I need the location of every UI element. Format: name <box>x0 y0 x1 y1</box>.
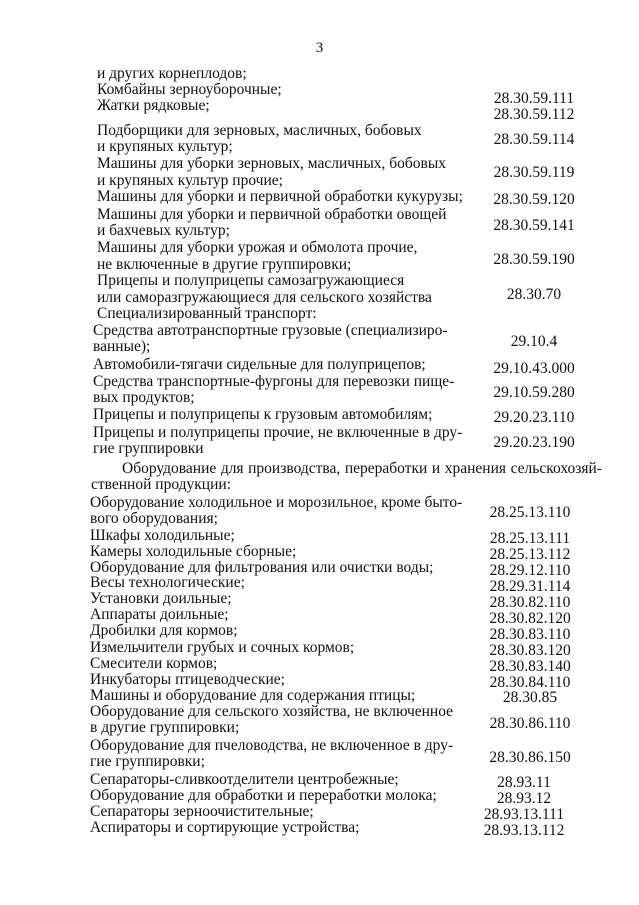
list-item-text: Аппараты доильные; <box>90 606 229 623</box>
list-item-text: Оборудование для пчеловодства, не включенное в дру- <box>90 737 454 754</box>
heading-word: и <box>431 460 441 477</box>
list-item-text: Измельчители грубых и сочных кормов; <box>90 639 355 656</box>
list-item-text: вых продуктов; <box>93 389 195 406</box>
list-item-text: Машины и оборудование для содержания птицы; <box>90 687 416 704</box>
list-item-text: Оборудование холодильное и морозильное, кроме быто- <box>90 494 463 511</box>
list-item-text: Камеры холодильные сборные; <box>90 543 297 560</box>
item-code: 29.10.4 <box>510 333 558 350</box>
list-item-text: в другие группировки; <box>90 719 240 736</box>
list-item-text: Прицепы и полуприцепы прочие, не включенные в дру- <box>93 424 463 441</box>
heading-word: сельскохозяй- <box>510 460 602 477</box>
list-item-text: и крупяных культур; <box>97 138 233 155</box>
heading-word: хранения <box>444 460 507 477</box>
item-code: 28.30.83.120 <box>489 642 571 659</box>
heading-word: Оборудование <box>122 460 217 477</box>
item-code: 28.93.12 <box>496 790 552 807</box>
list-item-text: Весы технологические; <box>90 574 245 591</box>
list-item-text: и крупяных культур прочие; <box>97 172 283 189</box>
list-item-text: вого оборудования; <box>90 510 218 527</box>
list-item-text: Машины для уборки и первичной обработки кукурузы; <box>97 188 463 205</box>
list-item-text: Шкафы холодильные; <box>90 527 235 544</box>
list-item-text: Прицепы и полуприцепы самозагружающиеся <box>97 272 405 289</box>
list-item-text: Аспираторы и сортирующие устройства; <box>90 819 360 836</box>
list-item-text: Подборщики для зерновых, масличных, бобовых <box>97 122 422 139</box>
item-code: 28.30.59.120 <box>493 191 575 208</box>
item-code: 28.30.59.114 <box>493 131 575 148</box>
item-code: 28.30.85 <box>502 689 558 706</box>
item-code: 29.10.43.000 <box>493 360 575 377</box>
item-code: 28.25.13.111 <box>489 530 571 547</box>
page-number: 3 <box>315 40 324 56</box>
heading-word: переработки <box>344 460 428 477</box>
item-code: 29.20.23.110 <box>493 409 575 426</box>
list-item-text: Дробилки для кормов; <box>90 622 238 639</box>
item-code: 28.30.84.110 <box>489 674 571 691</box>
list-item-text: Сепараторы зерноочистительные; <box>90 803 314 820</box>
list-item-text: Комбайны зерноуборочные; <box>97 81 282 98</box>
item-code: 28.30.59.190 <box>493 251 575 268</box>
list-item-text: Установки доильные; <box>90 590 232 607</box>
section-label: Специализированный транспорт: <box>97 305 317 322</box>
list-item-text: Средства транспортные-фургоны для перевозки пище- <box>93 373 455 390</box>
list-item-text: Жатки рядковые; <box>97 97 210 114</box>
item-code: 28.93.13.112 <box>483 822 565 839</box>
item-code: 28.25.13.110 <box>489 504 571 521</box>
list-item-text: Оборудование для фильтрования или очистки воды; <box>90 559 434 576</box>
item-code: 28.30.86.150 <box>489 749 571 766</box>
item-code: 28.30.70 <box>506 286 562 303</box>
item-code: 28.30.86.110 <box>489 715 571 732</box>
item-code: 29.20.23.190 <box>493 434 575 451</box>
list-item-text: Смесители кормов; <box>90 655 218 672</box>
item-code: 28.25.13.112 <box>489 546 571 563</box>
list-item-text: гие группировки <box>93 440 204 457</box>
item-code: 28.29.12.110 <box>489 562 571 579</box>
list-item-text: Машины для уборки урожая и обмолота прочие, <box>97 239 418 256</box>
heading-word: производства, <box>248 460 341 477</box>
list-item-text: Машины для уборки и первичной обработки овощей <box>97 206 447 223</box>
item-code: 28.30.83.110 <box>489 626 571 643</box>
list-item-text: Прицепы и полуприцепы к грузовым автомобилям; <box>93 406 433 423</box>
item-code: 28.30.59.112 <box>493 106 575 123</box>
item-code: 28.30.82.110 <box>489 594 571 611</box>
list-item-text: Средства автотранспортные грузовые (специализиро- <box>93 322 448 339</box>
list-item-text: Оборудование для сельского хозяйства, не включенное <box>90 703 454 720</box>
list-item-text: гие группировки; <box>90 753 205 770</box>
item-code: 28.29.31.114 <box>489 578 571 595</box>
item-code: 29.10.59.280 <box>493 384 575 401</box>
list-item-text: и других корнеплодов; <box>97 65 247 82</box>
section-heading-line: ственной продукции: <box>91 476 231 493</box>
list-item-text: и бахчевых культур; <box>97 222 230 239</box>
list-item-text: не включенные в другие группировки; <box>97 256 352 273</box>
item-code: 28.30.59.119 <box>493 164 575 181</box>
list-item-text: Автомобили-тягачи сидельные для полуприцепов; <box>93 356 426 373</box>
item-code: 28.93.11 <box>497 774 551 791</box>
list-item-text: Инкубаторы птицеводческие; <box>90 671 285 688</box>
item-code: 28.93.13.111 <box>483 806 565 823</box>
list-item-text: Сепараторы-сливкоотделители центробежные; <box>90 771 399 788</box>
list-item-text: или саморазгружающиеся для сельского хозяйства <box>97 289 432 306</box>
item-code: 28.30.59.111 <box>493 90 575 107</box>
list-item-text: Машины для уборки зерновых, масличных, бобовых <box>97 155 447 172</box>
item-code: 28.30.83.140 <box>489 658 571 675</box>
list-item-text: Оборудование для обработки и переработки молока; <box>90 787 437 804</box>
item-code: 28.30.59.141 <box>493 217 575 234</box>
section-heading-line <box>122 461 602 477</box>
heading-word: для <box>220 460 244 477</box>
item-code: 28.30.82.120 <box>489 610 571 627</box>
list-item-text: ванные); <box>93 338 151 355</box>
